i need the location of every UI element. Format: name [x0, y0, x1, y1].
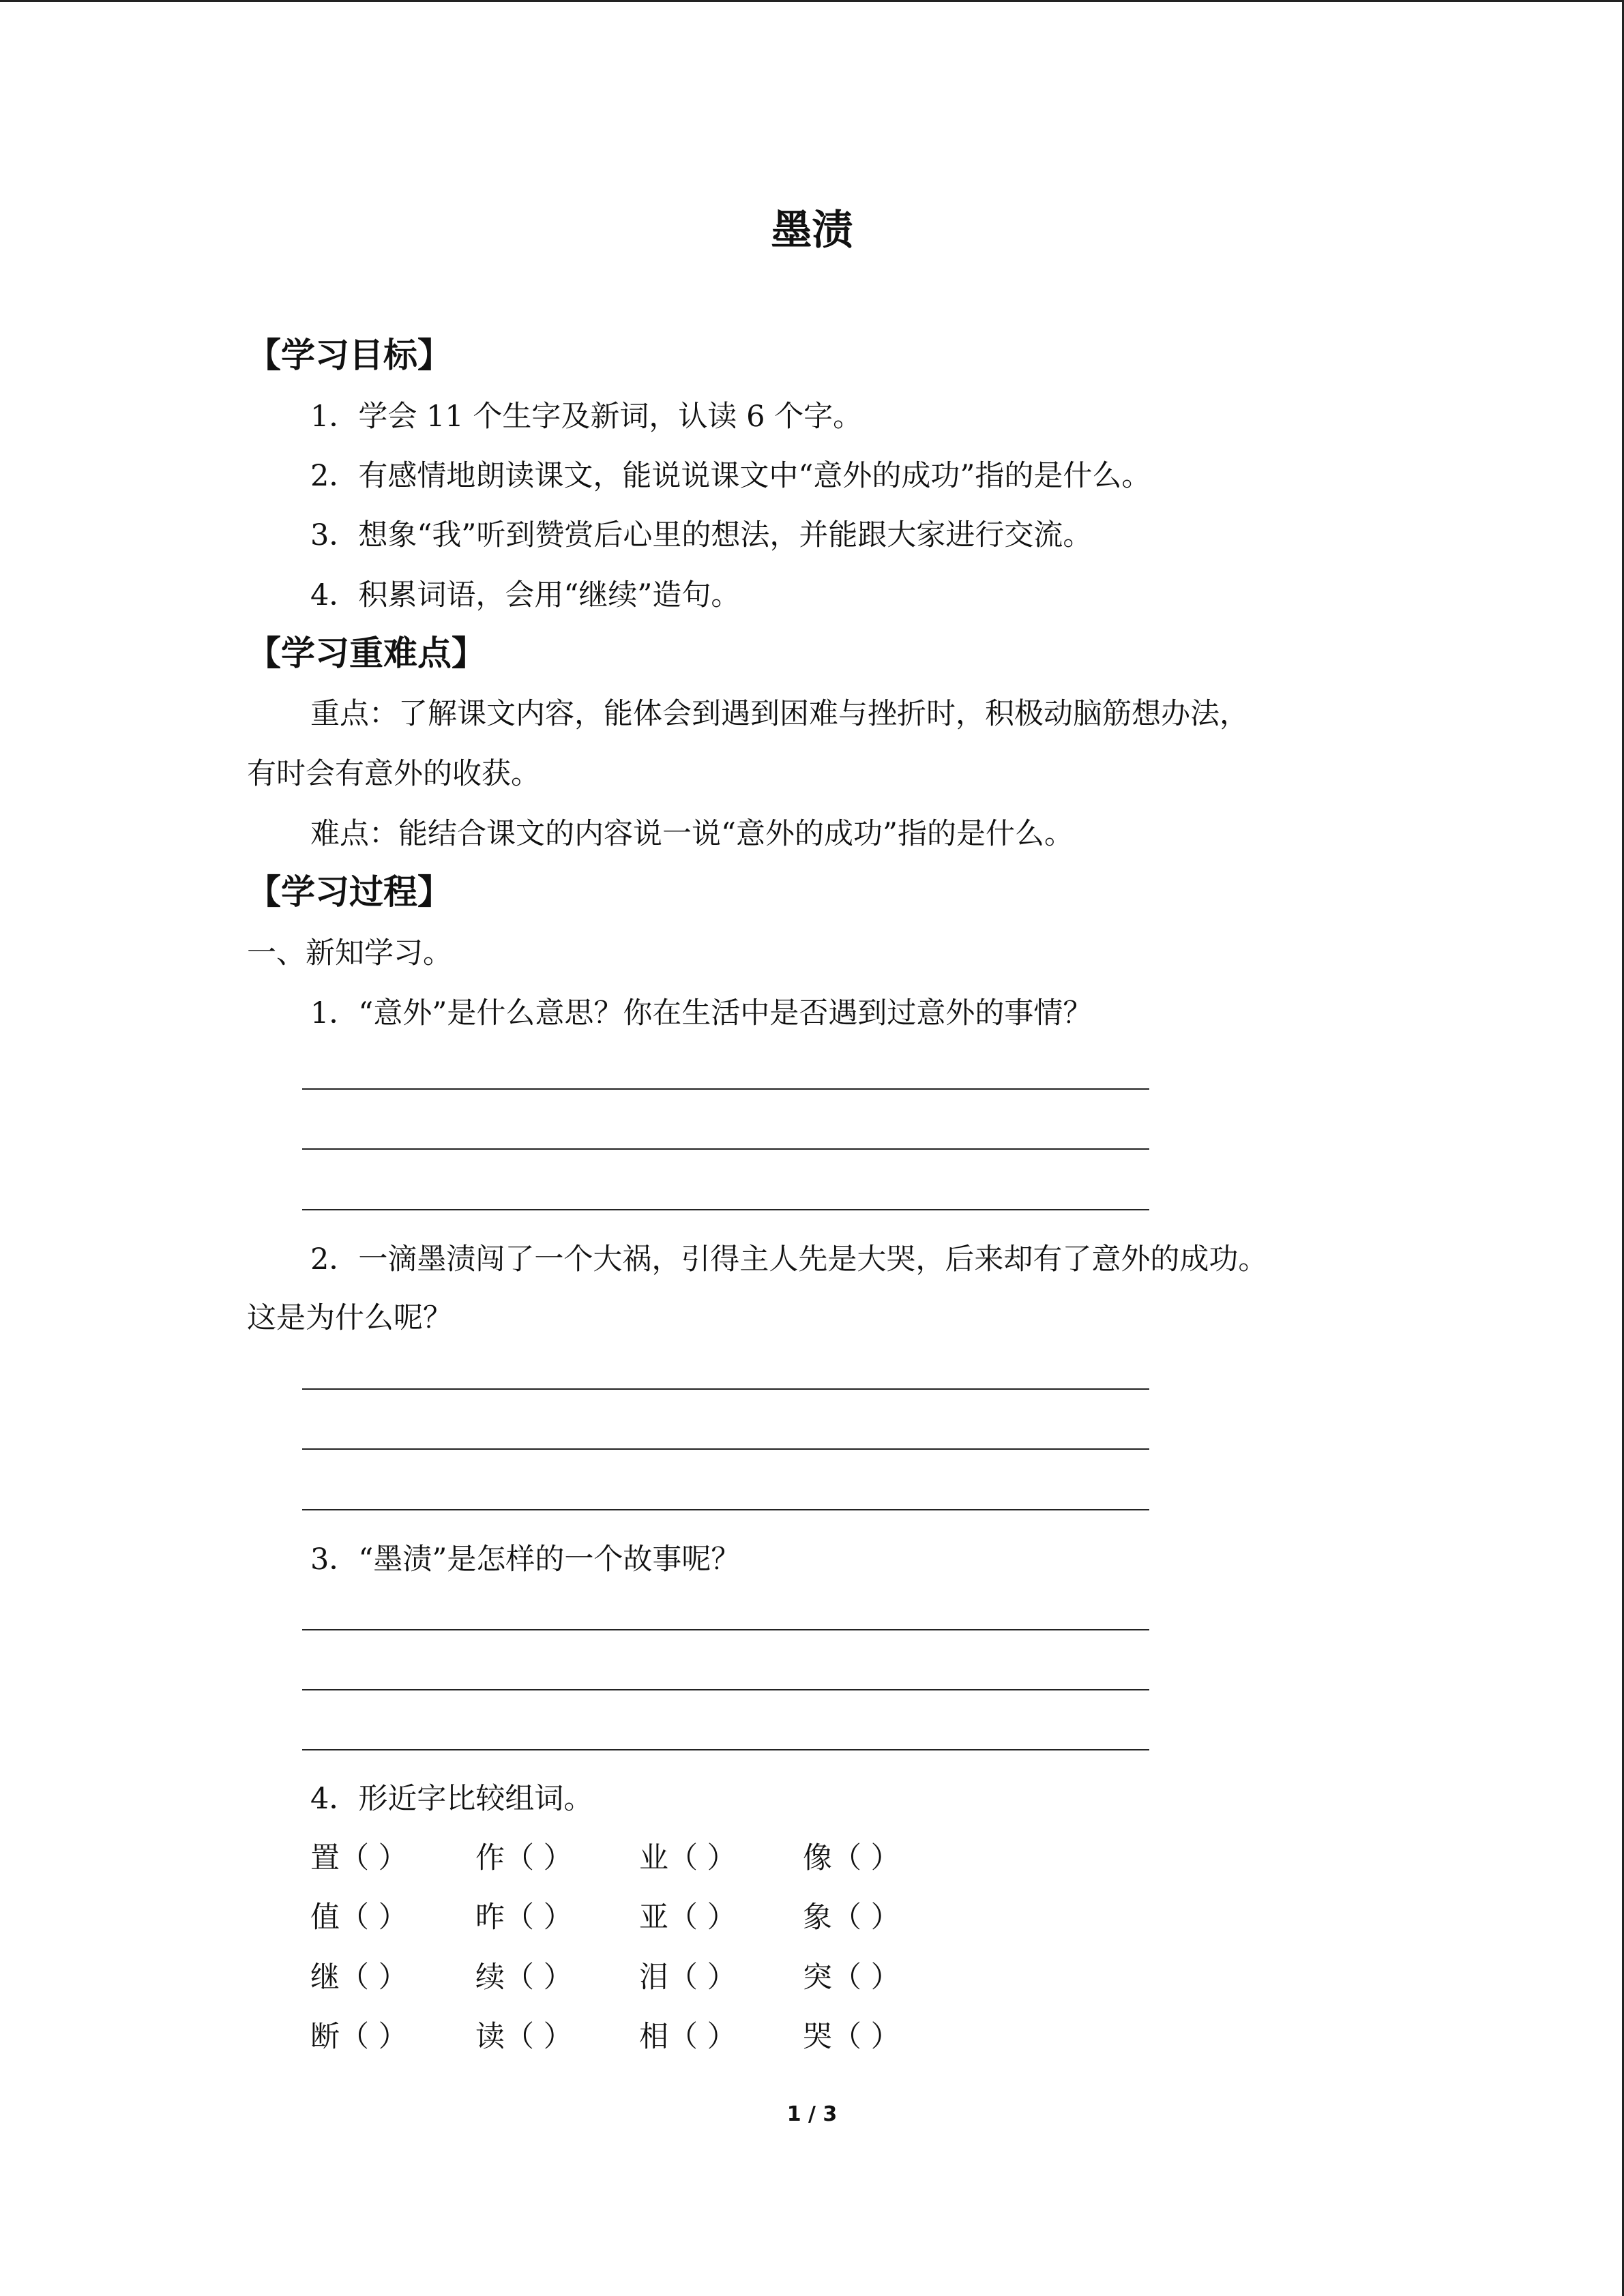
grid-cell: 续（ ）: [475, 1960, 573, 1995]
grid-cell: 哭（ ）: [803, 2020, 900, 2054]
question-1: 1．“意外”是什么意思？你在生活中是否遇到过意外的事情？: [310, 996, 1093, 1030]
grid-cell: 值（ ）: [310, 1900, 408, 1935]
focus-line-2: 有时会有意外的收获。: [247, 757, 540, 791]
answer-line: [302, 1388, 1149, 1390]
objective-item-3: 3．想象“我”听到赞赏后心里的想法，并能跟大家进行交流。: [310, 518, 1093, 552]
page-border-top: [0, 0, 1624, 2]
question-2-line-2: 这是为什么呢？: [247, 1301, 452, 1335]
grid-cell: 作（ ）: [475, 1841, 573, 1875]
part1-label: 一、新知学习。: [247, 936, 452, 970]
objective-item-1: 1．学会 11 个生字及新词，认读 6 个字。: [310, 400, 863, 434]
answer-line: [302, 1629, 1149, 1630]
answer-line: [302, 1448, 1149, 1450]
difficulty-line: 难点：能结合课文的内容说一说“意外的成功”指的是什么。: [310, 817, 1074, 851]
grid-cell: 置（ ）: [310, 1841, 408, 1875]
key-points-heading: 【学习重难点】: [247, 633, 486, 673]
grid-cell: 读（ ）: [475, 2020, 573, 2054]
grid-cell: 象（ ）: [803, 1900, 900, 1935]
objectives-heading: 【学习目标】: [247, 336, 452, 375]
grid-cell: 相（ ）: [639, 2020, 737, 2054]
grid-cell: 突（ ）: [803, 1960, 900, 1995]
focus-line-1: 重点：了解课文内容，能体会到遇到困难与挫折时，积极动脑筋想办法，: [310, 697, 1249, 731]
question-2-line-1: 2．一滴墨渍闯了一个大祸，引得主人先是大哭，后来却有了意外的成功。: [310, 1242, 1268, 1277]
answer-line: [302, 1209, 1149, 1210]
process-heading: 【学习过程】: [247, 872, 452, 912]
answer-line: [302, 1509, 1149, 1510]
objective-item-4: 4．积累词语，会用“继续”造句。: [310, 578, 741, 612]
grid-cell: 泪（ ）: [639, 1960, 737, 1995]
grid-cell: 像（ ）: [803, 1841, 900, 1875]
grid-cell: 继（ ）: [310, 1960, 408, 1995]
answer-line: [302, 1148, 1149, 1150]
question-4: 4．形近字比较组词。: [310, 1782, 593, 1816]
grid-cell: 业（ ）: [639, 1841, 737, 1875]
answer-line: [302, 1749, 1149, 1750]
grid-cell: 亚（ ）: [639, 1900, 737, 1935]
question-3: 3．“墨渍”是怎样的一个故事呢？: [310, 1542, 741, 1577]
objective-item-2: 2．有感情地朗读课文，能说说课文中“意外的成功”指的是什么。: [310, 459, 1151, 493]
grid-cell: 昨（ ）: [475, 1900, 573, 1935]
answer-line: [302, 1088, 1149, 1090]
answer-line: [302, 1689, 1149, 1690]
page-title: 墨渍: [771, 207, 853, 254]
grid-cell: 断（ ）: [310, 2020, 408, 2054]
page-number: 1 / 3: [786, 2102, 838, 2126]
